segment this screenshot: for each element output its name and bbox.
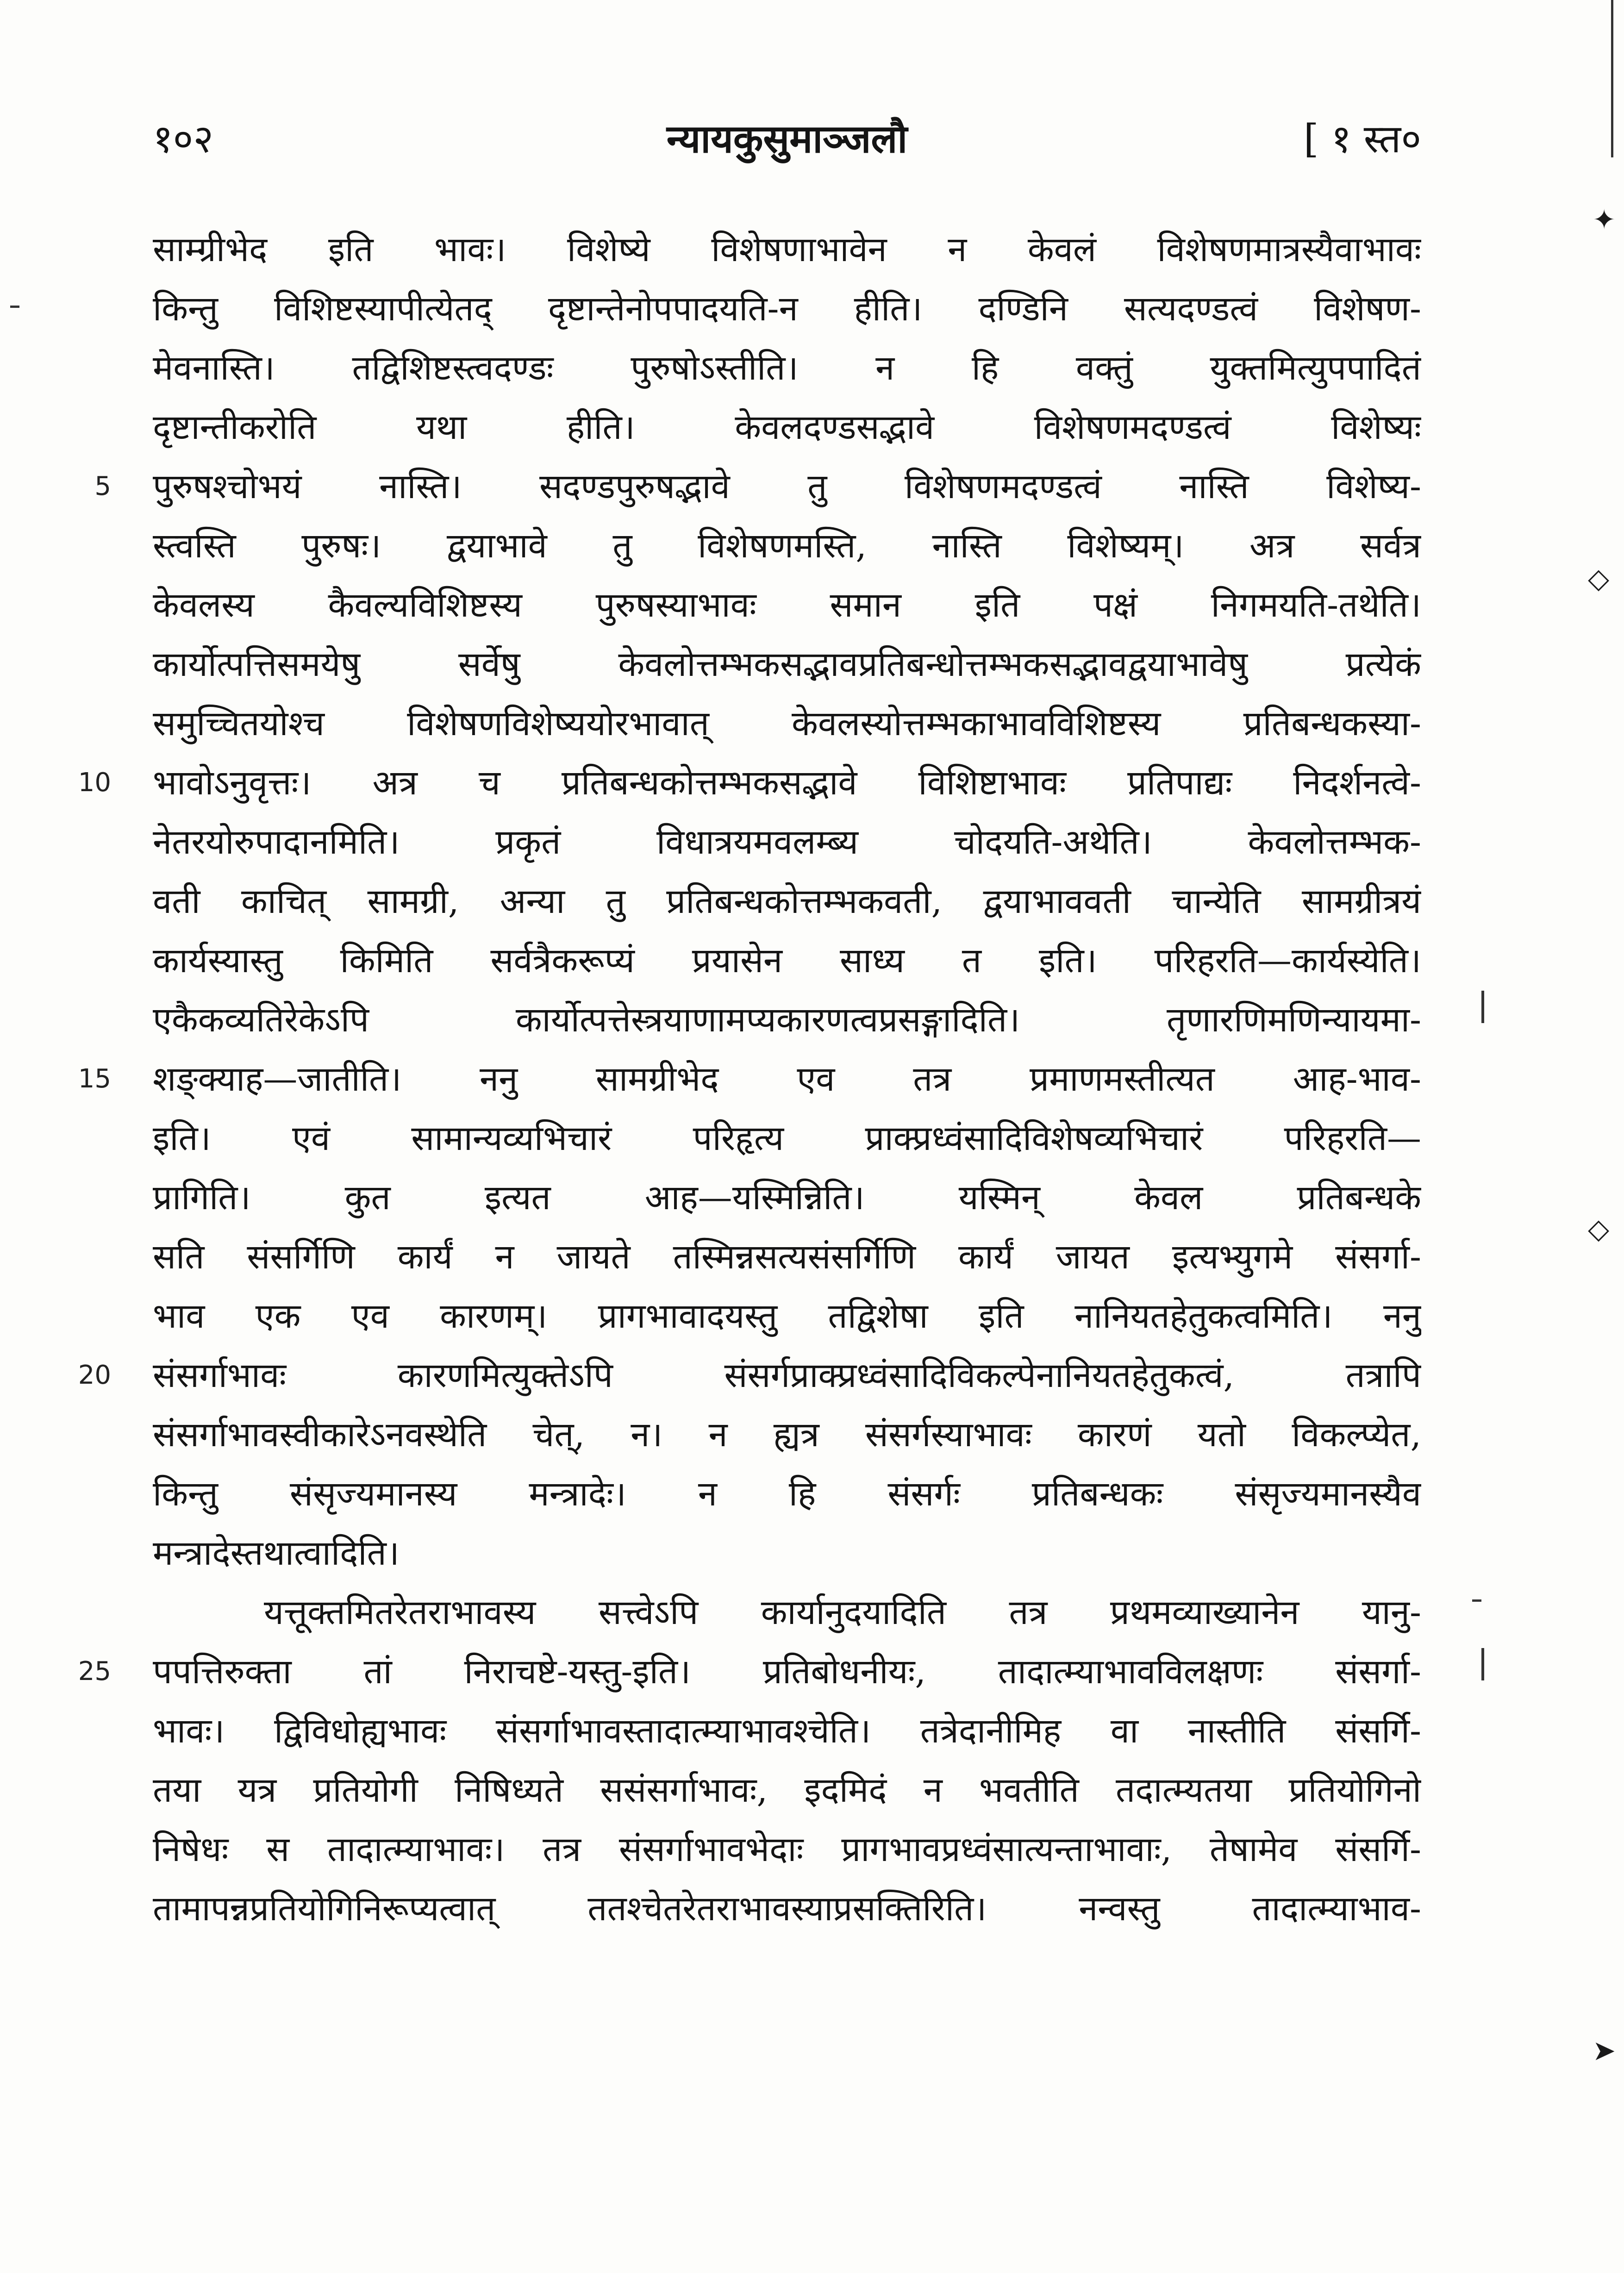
text-line: संसर्गाभावस्वीकारेऽनवस्थेति चेत्, न। न ह्यत्र संसर्गस्याभावः कारणं यतो विकल्प्येत,: [153, 1415, 1421, 1455]
text-line: तया यत्र प्रतियोगी निषिध्यते ससंसर्गाभावः, इदमिदं न भवतीति तदात्म्यतया प्रतियोगिनो: [153, 1770, 1421, 1810]
text-line: भाव एक एव कारणम्। प्रागभावादयस्तु तद्विशेषा इति नानियतहेतुकत्वमिति। ननु: [153, 1296, 1421, 1336]
line-number: 5: [94, 471, 111, 501]
text-line: पुरुषश्चोभयं नास्ति। सदण्डपुरुषद्भावे तु विशेषणमदण्डत्वं नास्ति विशेष्य-: [153, 467, 1421, 506]
text-line: प्रागिति। कुत इत्यत आह—यस्मिन्निति। यस्मिन् केवल प्रतिबन्धके: [153, 1178, 1421, 1218]
margin-dash: [1472, 1599, 1481, 1602]
text-line: दृष्टान्तीकरोति यथा हीति। केवलदण्डसद्भावे विशेषणमदण्डत्वं विशेष्यः: [153, 407, 1421, 447]
text-line: समुच्चितयोश्च विशेषणविशेष्ययोरभावात् केवलस्योत्तम्भकाभावविशिष्टस्य प्रतिबन्धकस्या-: [153, 704, 1421, 743]
text-line: कार्योत्पत्तिसमयेषु सर्वेषु केवलोत्तम्भकसद्भावप्रतिबन्धोत्तम्भकसद्भावद्वयाभावेषु प्रत्येकं: [153, 644, 1421, 684]
line-group-10: [78, 753, 1421, 812]
commentary-text: [78, 220, 1421, 1938]
text-line: केवलस्य कैवल्यविशिष्टस्य पुरुषस्याभावः समान इति पक्षं निगमयति-तथेति।: [153, 585, 1421, 625]
text-line: कार्यस्यास्तु किमिति सर्वत्रैकरूप्यं प्रयासेन साध्य त इति। परिहरति—कार्यस्येति।: [153, 941, 1421, 980]
text-line: तामापन्नप्रतियोगिनिरूप्यत्वात् ततश्चेतरेतराभावस्याप्रसक्तिरिति। नन्वस्तु तादात्म्याभाव-: [153, 1889, 1421, 1929]
text-line: स्त्वस्ति पुरुषः। द्वयाभावे तु विशेषणमस्ति, नास्ति विशेष्यम्। अत्र सर्वत्र: [153, 526, 1421, 566]
page-number: १०२: [153, 116, 214, 162]
line-group-5: [94, 457, 1421, 516]
margin-dash: [10, 306, 19, 308]
text-line: इति। एवं सामान्यव्यभिचारं परिहृत्य प्राक्प्रध्वंसादिविशेषव्यभिचारं परिहरति—: [153, 1118, 1421, 1158]
text-line: मेवनास्ति। तद्विशिष्टस्त्वदण्डः पुरुषोऽस्तीति। न हि वक्तुं युक्तमित्युपपादितं: [153, 348, 1421, 388]
text-line: मन्त्रादेस्तथात्वादिति।: [153, 1533, 400, 1573]
line-group-20: [78, 1346, 1421, 1405]
line-number: 20: [78, 1360, 111, 1390]
text-line: किन्तु संसृज्यमानस्य मन्त्रादेः। न हि संसर्गः प्रतिबन्धकः संसृज्यमानस्यैव: [153, 1474, 1421, 1514]
page-header: [153, 111, 1421, 167]
text-line: निषेधः स तादात्म्याभावः। तत्र संसर्गाभावभेदाः प्रागभावप्रध्वंसात्यन्ताभावाः, तेषामेव संसर्गि-: [153, 1830, 1421, 1869]
section-reference: [ १ स्त०: [1303, 116, 1421, 162]
margin-rule: [1611, 0, 1613, 157]
line-group-25: [78, 1642, 1421, 1701]
line-group-15: [78, 1049, 1421, 1109]
margin-diamond-icon: ◇: [1588, 1213, 1610, 1245]
margin-arrow-icon: ➤: [1593, 2035, 1616, 2067]
margin-mark-icon: ✦: [1593, 204, 1616, 236]
text-line: भावः। द्विविधोह्यभावः संसर्गाभावस्तादात्म्याभावश्चेति। तत्रेदानीमिह वा नास्तीति संसर्गि-: [153, 1711, 1421, 1751]
line-number: 25: [78, 1656, 111, 1686]
margin-diamond-icon: ◇: [1588, 562, 1610, 595]
text-line: किन्तु विशिष्टस्यापीत्येतद् दृष्टान्तेनोपपादयति-न हीति। दण्डिनि सत्यदण्डत्वं विशेषण-: [153, 289, 1421, 329]
text-line: एकैकव्यतिरेकेऽपि कार्योत्पत्तेस्त्रयाणामप्यकारणत्वप्रसङ्गादिति। तृणारणिमणिन्यायमा-: [153, 1000, 1421, 1040]
text-line: भावोऽनुवृत्तः। अत्र च प्रतिबन्धकोत्तम्भकसद्भावे विशिष्टाभावः प्रतिपाद्यः निदर्शनत्वे-: [153, 763, 1421, 803]
paragraph-start-line: यत्तूक्तमितरेतराभावस्य सत्त्वेऽपि कार्यानुदयादिति तत्र प्रथमव्याख्यानेन यानु-: [264, 1592, 1421, 1632]
line-number: 15: [78, 1064, 111, 1094]
line-number: 10: [78, 768, 111, 798]
margin-rule: [1481, 991, 1484, 1023]
text-line: पपत्तिरुक्ता तां निराचष्टे-यस्तु-इति। प्रतिबोधनीयः, तादात्म्याभावविलक्षणः संसर्गा-: [153, 1652, 1421, 1692]
text-line: शङ्क्याह—जातीति। ननु सामग्रीभेद एव तत्र प्रमाणमस्तीत्यत आह-भाव-: [153, 1059, 1421, 1099]
book-title: न्यायकुसुमाञ्जलौ: [666, 116, 908, 162]
text-line: वती काचित् सामग्री, अन्या तु प्रतिबन्धकोत्तम्भकवती, द्वयाभाववती चान्येति सामग्रीत्रयं: [153, 881, 1421, 921]
text-line: नेतरयोरुपादानमिति। प्रकृतं विधात्रयमवलम्ब्य चोदयति-अथेति। केवलोत्तम्भक-: [153, 822, 1421, 862]
text-line: सति संसर्गिणि कार्यं न जायते तस्मिन्नसत्यसंसर्गिणि कार्यं जायत इत्यभ्युगमे संसर्गा-: [153, 1237, 1421, 1277]
text-line: साम्ग्रीभेद इति भावः। विशेष्ये विशेषणाभावेन न केवलं विशेषणमात्रस्यैवाभावः: [153, 230, 1421, 269]
margin-rule: [1481, 1648, 1484, 1680]
text-line: संसर्गाभावः कारणमित्युक्तेऽपि संसर्गप्राक्प्रध्वंसादिविकल्पेनानियतहेतुकत्वं, तत्रापि: [153, 1355, 1421, 1395]
